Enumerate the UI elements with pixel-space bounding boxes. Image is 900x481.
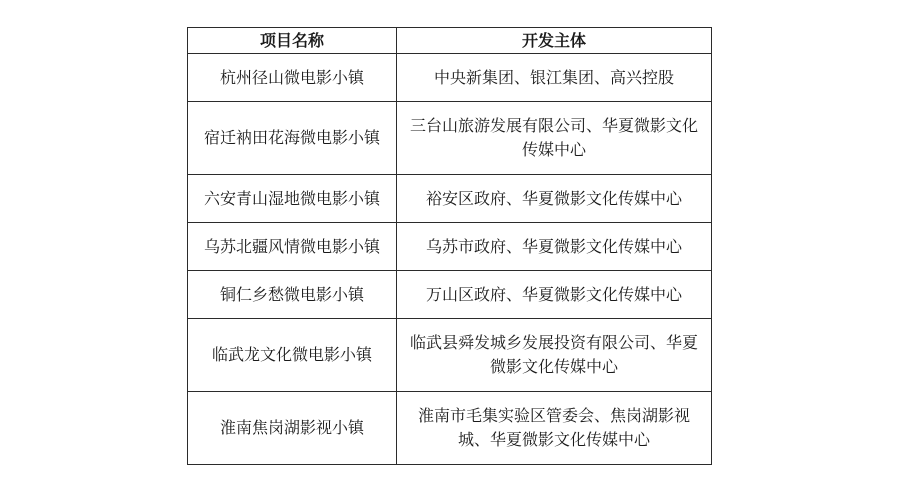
project-name-cell: 淮南焦岗湖影视小镇 xyxy=(188,392,397,465)
project-name-cell: 杭州径山微电影小镇 xyxy=(188,54,397,102)
table-row xyxy=(188,392,712,465)
header-developer: 开发主体 xyxy=(397,28,712,54)
table-row xyxy=(188,223,712,271)
table-row xyxy=(188,175,712,223)
developer-cell: 裕安区政府、华夏微影文化传媒中心 xyxy=(397,175,712,223)
developer-cell: 中央新集团、银江集团、高兴控股 xyxy=(397,54,712,102)
project-name-cell: 乌苏北疆风情微电影小镇 xyxy=(188,223,397,271)
project-name-cell: 铜仁乡愁微电影小镇 xyxy=(188,271,397,319)
project-table-container xyxy=(187,27,711,465)
project-developer-table xyxy=(187,27,712,465)
project-name-cell: 宿迁衲田花海微电影小镇 xyxy=(188,102,397,175)
developer-cell: 万山区政府、华夏微影文化传媒中心 xyxy=(397,271,712,319)
table-row xyxy=(188,102,712,175)
developer-cell: 三台山旅游发展有限公司、华夏微影文化传媒中心 xyxy=(397,102,712,175)
developer-cell: 临武县舜发城乡发展投资有限公司、华夏微影文化传媒中心 xyxy=(397,319,712,392)
table-row xyxy=(188,54,712,102)
project-name-cell: 临武龙文化微电影小镇 xyxy=(188,319,397,392)
table-row xyxy=(188,319,712,392)
table-header-row xyxy=(188,28,712,54)
header-project-name: 项目名称 xyxy=(188,28,397,54)
developer-cell: 乌苏市政府、华夏微影文化传媒中心 xyxy=(397,223,712,271)
table-row xyxy=(188,271,712,319)
project-name-cell: 六安青山湿地微电影小镇 xyxy=(188,175,397,223)
developer-cell: 淮南市毛集实验区管委会、焦岗湖影视城、华夏微影文化传媒中心 xyxy=(397,392,712,465)
